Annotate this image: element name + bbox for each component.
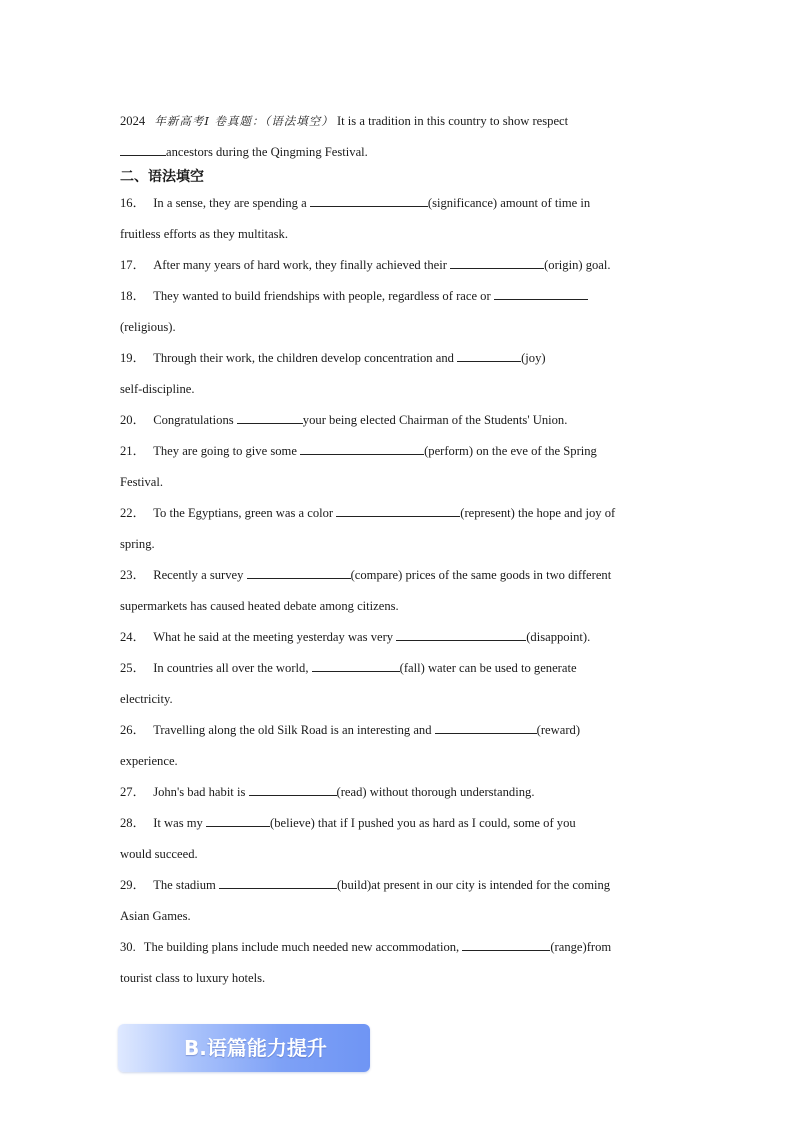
answer-blank[interactable] (120, 143, 166, 156)
intro-year: 2024 (120, 114, 146, 128)
question-item (120, 932, 680, 963)
question-continuation: Festival. (120, 475, 164, 489)
question-number: 21． (120, 444, 146, 458)
question-continuation: would succeed. (120, 847, 198, 861)
question-hint: your being elected Chairman of the Students' Union. (302, 413, 568, 427)
answer-blank[interactable] (396, 628, 526, 641)
question-text: They are going to give some (153, 444, 297, 458)
answer-blank[interactable] (237, 411, 303, 424)
question-text: In a sense, they are spending a (153, 196, 307, 210)
intro-text-2: ancestors during the Qingming Festival. (166, 145, 368, 159)
question-item (120, 560, 680, 591)
question-text: In countries all over the world, (153, 661, 309, 675)
intro-source: 年新高考Ⅰ 卷真题：（语法填空） (154, 114, 334, 128)
answer-blank[interactable] (249, 783, 337, 796)
question-number: 23． (120, 568, 146, 582)
question-number: 24． (120, 630, 146, 644)
question-item (120, 436, 680, 467)
question-item (120, 250, 680, 281)
question-hint: (origin) goal. (544, 258, 611, 272)
question-list (120, 188, 680, 994)
question-number: 22． (120, 506, 146, 520)
answer-blank[interactable] (435, 721, 537, 734)
question-item (120, 405, 680, 436)
question-number: 19． (120, 351, 146, 365)
question-hint: (joy) (521, 351, 546, 365)
question-text: Congratulations (153, 413, 234, 427)
question-item (120, 498, 680, 529)
question-continuation: (religious). (120, 320, 176, 334)
question-number: 18． (120, 289, 146, 303)
answer-blank[interactable] (336, 504, 460, 517)
question-number: 28． (120, 816, 146, 830)
question-item (120, 188, 680, 219)
question-text: What he said at the meeting yesterday was very (153, 630, 394, 644)
answer-blank[interactable] (247, 566, 351, 579)
question-continuation: Asian Games. (120, 909, 191, 923)
question-number: 29． (120, 878, 146, 892)
question-item (120, 343, 680, 374)
question-item (120, 281, 680, 312)
question-number: 26． (120, 723, 146, 737)
question-hint: (fall) water can be used to generate (399, 661, 577, 675)
question-number: 25． (120, 661, 146, 675)
answer-blank[interactable] (219, 876, 337, 889)
question-hint: (believe) that if I pushed you as hard as I could, some of you (270, 816, 576, 830)
answer-blank[interactable] (312, 659, 400, 672)
question-hint: (range)from (550, 940, 612, 954)
question-number: 17． (120, 258, 146, 272)
question-continuation: electricity. (120, 692, 173, 706)
answer-blank[interactable] (450, 256, 544, 269)
question-number: 16． (120, 196, 146, 210)
question-item (120, 653, 680, 684)
intro-text-1: It is a tradition in this country to show respect (336, 114, 569, 128)
intro-line-2 (120, 137, 680, 168)
question-continuation: experience. (120, 754, 178, 768)
question-item (120, 715, 680, 746)
question-number: 20． (120, 413, 146, 427)
section-heading: 二、语法填空 (120, 169, 204, 185)
question-hint: (disappoint). (526, 630, 591, 644)
question-text: After many years of hard work, they finally achieved their (153, 258, 447, 272)
question-text: To the Egyptians, green was a color (153, 506, 334, 520)
question-text: The building plans include much needed new accommodation, (143, 940, 460, 954)
question-hint: (significance) amount of time in (427, 196, 591, 210)
question-hint: (read) without thorough understanding. (336, 785, 535, 799)
question-text: Recently a survey (153, 568, 244, 582)
question-hint: (reward) (536, 723, 581, 737)
question-item (120, 622, 680, 653)
section-b-title: B.语篇能力提升 (184, 1036, 327, 1060)
question-text: Travelling along the old Silk Road is an interesting and (153, 723, 432, 737)
answer-blank[interactable] (462, 938, 550, 951)
answer-blank[interactable] (300, 442, 424, 455)
question-item (120, 808, 680, 839)
question-continuation: self-discipline. (120, 382, 195, 396)
intro-line-1 (120, 106, 680, 137)
answer-blank[interactable] (457, 349, 521, 362)
question-item (120, 870, 680, 901)
answer-blank[interactable] (494, 287, 588, 300)
question-continuation: tourist class to luxury hotels. (120, 971, 266, 985)
question-hint: (perform) on the eve of the Spring (424, 444, 597, 458)
question-number: 30. (120, 940, 136, 954)
question-hint: (build)at present in our city is intended for the coming (336, 878, 611, 892)
question-text: John's bad habit is (153, 785, 246, 799)
answer-blank[interactable] (206, 814, 270, 827)
question-text: It was my (153, 816, 203, 830)
question-text: The stadium (153, 878, 216, 892)
worksheet (120, 106, 680, 994)
question-continuation: fruitless efforts as they multitask. (120, 227, 289, 241)
answer-blank[interactable] (310, 194, 428, 207)
section-b-banner (118, 1024, 370, 1072)
question-text: Through their work, the children develop concentration and (153, 351, 454, 365)
question-continuation: supermarkets has caused heated debate among citizens. (120, 599, 399, 613)
question-continuation: spring. (120, 537, 155, 551)
question-hint: (represent) the hope and joy of (460, 506, 616, 520)
question-hint: (compare) prices of the same goods in two different (350, 568, 612, 582)
question-number: 27． (120, 785, 146, 799)
question-text: They wanted to build friendships with people, regardless of race or (153, 289, 491, 303)
question-item (120, 777, 680, 808)
